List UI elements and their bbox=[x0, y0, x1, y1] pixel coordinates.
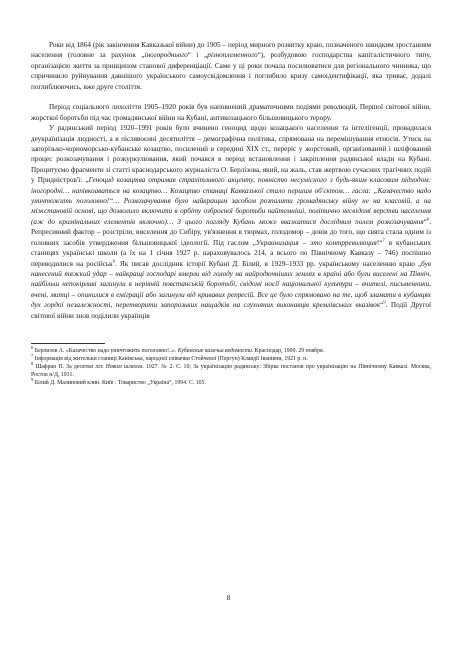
text-run: Період соціального лихоліття 1905–1920 років був наповнений драматичними подіями революцій, Першої світової війни, жорсткої боротьби під час громадянської війни на Кубані, антикозацького більшовицького терору. bbox=[31, 103, 431, 122]
main-text bbox=[31, 40, 431, 321]
page-number: 8 bbox=[226, 594, 231, 602]
text-run: “ bbox=[423, 217, 427, 226]
text-run: “), розбудовою господарства капіталістичного типу, організацією життя за принципом станової диференціації. Саме у ці роки почала посилюватися для регіонального чинника, що спричинило руйнування давнішого українського самоусвідомлення і поглибило кризу самоідентифікації, яка триває, додалі поглиблюючись, вже друге століття. bbox=[31, 51, 431, 91]
footnote bbox=[31, 379, 431, 387]
text-run: “ bbox=[380, 301, 384, 310]
paragraph bbox=[31, 40, 431, 92]
italic-text: Украинизация – это контрреволюция bbox=[255, 238, 377, 247]
footnote-divider bbox=[31, 343, 105, 344]
footnotes bbox=[31, 347, 431, 387]
footnote-ref: 8 bbox=[112, 258, 115, 264]
text-run: Берлизов А. «Казачество надо уничтожить поголовно!..». bbox=[33, 347, 178, 354]
footnote-ref: 8 bbox=[31, 361, 34, 367]
footnote bbox=[31, 347, 431, 355]
text-run: . Як писав дослідник історії Кубані Д. Білий, в 1929–1933 рр. українському населенню краю „ bbox=[114, 259, 422, 268]
paragraph bbox=[31, 102, 431, 123]
italic-text: Геноцид козацтва отримав страхітливого акценту, повністю несумісного з будь-яким класовим підходом: іногородні… напівкоаваться на козацтво… Козацтво станиці Кавказької стало першим об'єктом… гасла: „Казачество надо уничтожить поголовно!“… Розкозачування було найкращим засобом розпалити громадянську війну не на класовій, а на міжстановій основі, що дозволило включити в орбіту озброєної боротьби найтемніші, політично несвідомі верстви населення (аж до кримінальних елементів включно)… З цього погляду Кубань може вважатися дослідним полем розкозачування bbox=[31, 176, 431, 226]
footnote-ref: 6 bbox=[31, 345, 34, 351]
paragraph bbox=[31, 123, 431, 321]
text-run: !“ bbox=[376, 238, 383, 247]
italic-text: був нанесений тяжкий удар – найкращі господарі вмерли від голоду на найродючніших землях в країні або були виселені на Північ, найбільш непокірливі загинули в нерівній повстанській боротьбі, свідомі носії національної культури – вчителі, письменники, вчені, митці – опинилися в еміграції або загинули від кривавих репресій. Все це було спрямовано на те, щоб зламати в кубанцях дух гордої незалежності, перетворити запорозьких нащадків на слухняних виконавців кремлівських вказівок bbox=[31, 259, 432, 310]
footnote bbox=[31, 363, 431, 379]
text-run: Білий Д. Малиновий клин. Київ : Товариство „Україна“, 1994. С. 105. bbox=[33, 379, 206, 386]
footnote bbox=[31, 355, 431, 363]
italic-text: Кубанские казачьи ведомости bbox=[177, 347, 252, 354]
text-run: Інформація від жительки станиці Канівська, народної співачки Стойчевої (Пергун) Клавдії Іванівни, 1921 р. н. bbox=[33, 355, 308, 362]
text-run: . 1927. № 2. С. 10; За українізацію радянську: Збірка постанов про українізацію на Північному Кавказі. Москва, Ростов н/Д, 1931. bbox=[31, 363, 432, 378]
text-run: У радянський період 1920–1991 років було вчинено геноцид щодо козацького населення та інтелігенції, провадилася деукраїнізація людності, а в післявоєнні десятиліття – демографічна політика, спрямована на перемішування етносів. Утиск на запорізько-чорноморсько-кубанське козацтво, посилений в середині XIX ст., переріс у жорстокий, організований і шліфований процес розкозачування і розкуркулювання, який почався в період встановлення і закріплення радянської влади на Кубані. Процитуємо фрагменти зі статті краснодарського журналіста О. Берлізова, який, на жаль, став жертвою сучасних трагічних подій у Придністров'ї: „ bbox=[31, 124, 431, 185]
italic-text: різноплеменного bbox=[207, 51, 258, 60]
text-run: . Події Другої світової війни знов поділили українців bbox=[31, 301, 431, 320]
text-run: “ і „ bbox=[187, 51, 208, 60]
text-run: . Краснодар, 1990. 29 ноября. bbox=[251, 347, 325, 354]
footnote-ref: 6 bbox=[426, 216, 430, 222]
footnote-ref: 7 bbox=[31, 353, 34, 359]
book-page bbox=[31, 40, 431, 387]
text-run: в кубанських станицях українські школи (а їх на 1 січня 1927 р. нараховувалось 214, а всього по Північному Кавказу – 746) поспішно переводилися на російськ bbox=[31, 238, 431, 268]
text-run: Шафран П. За десятки літ. bbox=[33, 363, 106, 370]
footnote-ref: 9 bbox=[31, 377, 34, 383]
footnote-ref: 9 bbox=[383, 299, 386, 305]
text-run: . Репресивний фактор – розстріли, виселення до Сибіру, ув'язнення в тюрмах, голодомор – довів до того, що свята стала одним із головних засобів утвердження більшовицької ідеології. Під гаслом „ bbox=[31, 217, 431, 247]
footnote-ref: 7 bbox=[382, 237, 385, 243]
italic-text: іногороднього bbox=[144, 51, 188, 60]
text-run: Роки від 1864 (рік закінчення Кавказької війни) до 1905 – період мирного розвитку краю, позначеного швидким зростанням населення (головне за рахунок „ bbox=[31, 41, 431, 60]
italic-text: Новим шляхом bbox=[105, 363, 143, 370]
